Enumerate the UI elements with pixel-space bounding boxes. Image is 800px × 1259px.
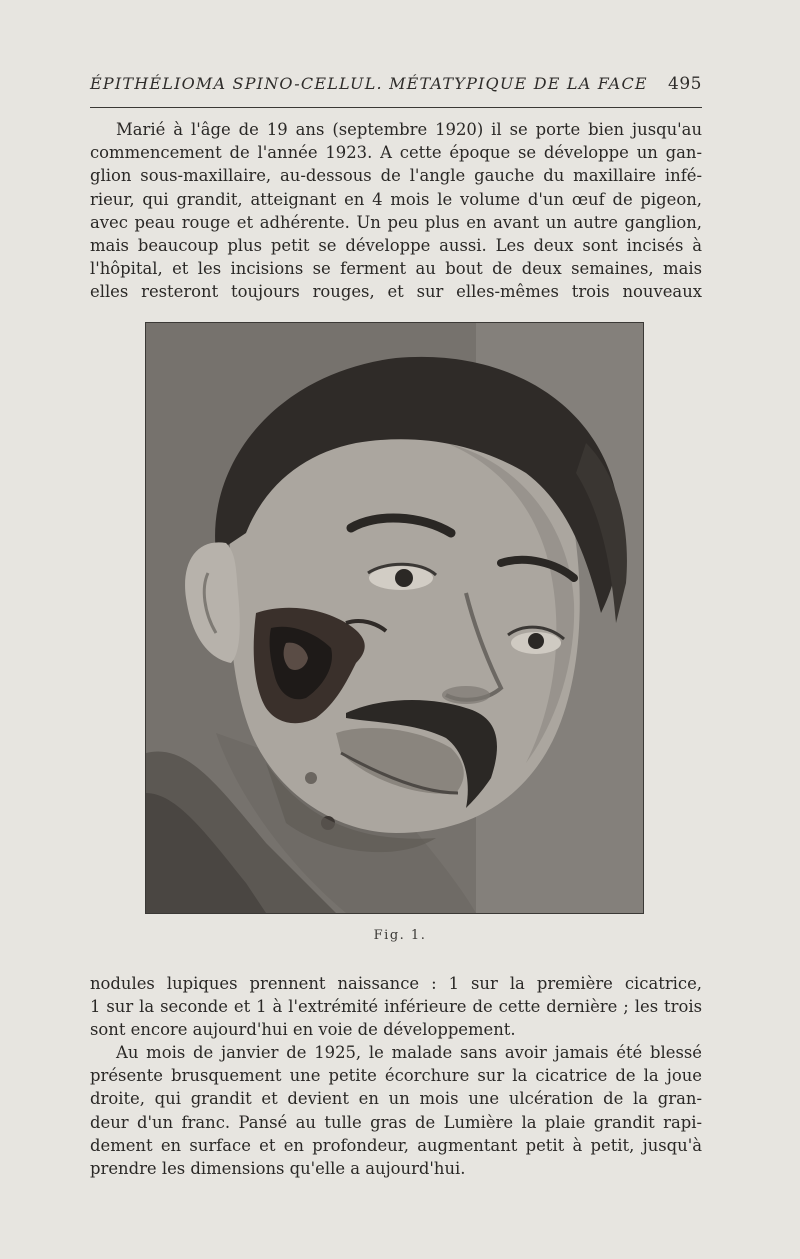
text-line: prendre les dimensions qu'elle a aujourd'hui. (90, 1159, 466, 1179)
paragraph-case-history (90, 118, 702, 304)
text-line: sont encore aujourd'hui en voie de développement. (90, 1020, 516, 1040)
figure-caption: Fig. 1. (373, 928, 427, 943)
text-line: Marié à l'âge de 19 ans (septembre 1920) il se porte bien jusqu'au (116, 120, 702, 139)
text-line: glion sous-maxillaire, au-dessous de l'angle gauche du maxillaire infé- (90, 166, 702, 186)
running-title: ÉPITHÉLIOMA SPINO-CELLUL. MÉTATYPIQUE DE LA FACE (90, 74, 648, 93)
text-line: avec peau rouge et adhérente. Un peu plus en avant un autre ganglion, (90, 212, 702, 232)
text-line: commencement de l'année 1923. A cette époque se développe un gan- (90, 143, 702, 163)
text-line: 1 sur la seconde et 1 à l'extrémité inférieure de cette dernière ; les trois (90, 997, 702, 1017)
text-line: deur d'un franc. Pansé au tulle gras de Lumière la plaie grandit rapi- (90, 1112, 702, 1132)
page-number: 495 (668, 74, 702, 94)
photograph-illustration (146, 323, 643, 913)
text-line: l'hôpital, et les incisions se ferment au bout de deux semaines, mais (90, 259, 702, 279)
running-head (90, 74, 702, 94)
text-line: mais beaucoup plus petit se développe aussi. Les deux sont incisés à (90, 236, 702, 256)
text-line: droite, qui grandit et devient en un mois une ulcération de la gran- (90, 1089, 702, 1109)
text-line: présente brusquement une petite écorchure sur la cicatrice de la joue (90, 1066, 702, 1086)
patient-photograph (145, 322, 644, 914)
paragraph-nodules (90, 972, 702, 1042)
text-line: Au mois de janvier de 1925, le malade sans avoir jamais été blessé (116, 1043, 702, 1062)
text-line: elles resteront toujours rouges, et sur elles-mêmes trois nouveaux (90, 282, 702, 302)
text-line: nodules lupiques prennent naissance : 1 sur la première cicatrice, (90, 974, 702, 993)
header-rule (90, 107, 702, 108)
paragraph-ulceration (90, 1041, 702, 1180)
text-line: rieur, qui grandit, atteignant en 4 mois le volume d'un œuf de pigeon, (90, 189, 702, 209)
text-line: dement en surface et en profondeur, augmentant petit à petit, jusqu'à (90, 1135, 702, 1155)
